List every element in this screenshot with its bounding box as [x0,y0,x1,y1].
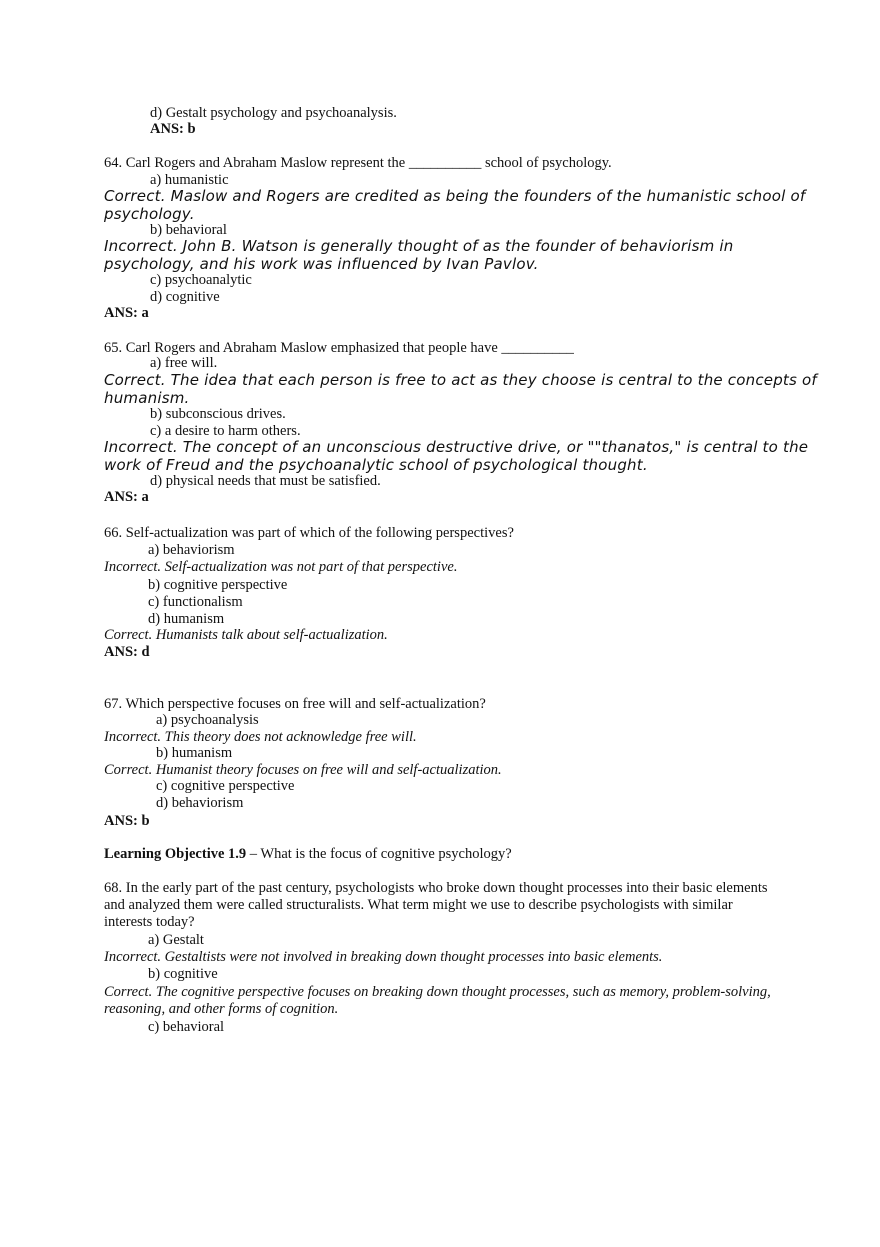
q66-option-a: a) behaviorism [148,542,235,558]
q64-option-a: a) humanistic [150,172,229,188]
q65-option-a: a) free will. [150,355,218,371]
q66-option-c: c) functionalism [148,594,243,610]
q64-stem: 64. Carl Rogers and Abraham Maslow represent the __________ school of psychology. [104,155,612,171]
q64-feedback-a-line2: psychology. [104,205,195,223]
q64-feedback-b-line1: Incorrect. John B. Watson is generally thought of as the founder of behaviorism in [104,237,734,255]
q67-option-d: d) behaviorism [156,795,244,811]
q67-option-b: b) humanism [156,745,233,761]
q67-stem: 67. Which perspective focuses on free will and self-actualization? [104,696,486,712]
q64-feedback-b-line2: psychology, and his work was influenced by Ivan Pavlov. [104,255,539,273]
q64-option-b: b) behavioral [150,222,227,238]
q68-stem-line3: interests today? [104,914,195,930]
learning-objective-label: Learning Objective 1.9 [104,846,247,862]
q66-feedback-a: Incorrect. Self-actualization was not part of that perspective. [104,559,458,575]
q66-option-d: d) humanism [148,611,225,627]
q66-feedback-d: Correct. Humanists talk about self-actualization. [104,627,388,643]
q68-feedback-a: Incorrect. Gestaltists were not involved in breaking down thought processes into basic elements. [104,949,663,965]
q65-feedback-a-line1: Correct. The idea that each person is free to act as they choose is central to the concepts of [104,371,817,389]
q65-option-c: c) a desire to harm others. [150,423,301,439]
q68-option-c: c) behavioral [148,1019,225,1035]
q66-option-b: b) cognitive perspective [148,577,288,593]
q63-option-d: d) Gestalt psychology and psychoanalysis. [150,105,397,121]
q65-answer: ANS: a [104,489,149,505]
q65-option-b: b) subconscious drives. [150,406,286,422]
q67-feedback-b: Correct. Humanist theory focuses on free will and self-actualization. [104,762,502,778]
q66-stem: 66. Self-actualization was part of which of the following perspectives? [104,525,514,541]
q68-option-a: a) Gestalt [148,932,204,948]
q68-feedback-b-line2: reasoning, and other forms of cognition. [104,1001,339,1017]
q63-answer: ANS: b [150,121,196,137]
q65-stem: 65. Carl Rogers and Abraham Maslow emphasized that people have __________ [104,340,574,356]
q65-feedback-c-line2: work of Freud and the psychoanalytic school of psychological thought. [104,456,648,474]
q68-stem-line1: 68. In the early part of the past century, psychologists who broke down thought processes into their basic elements [104,880,768,896]
q64-option-d: d) cognitive [150,289,220,305]
q68-option-b: b) cognitive [148,966,218,982]
q65-feedback-c-line1: Incorrect. The concept of an unconscious destructive drive, or ""thanatos," is central to the [104,438,809,456]
q64-answer: ANS: a [104,305,149,321]
learning-objective-text: – What is the focus of cognitive psychology? [246,846,512,862]
q65-feedback-a-line2: humanism. [104,389,190,407]
learning-objective [104,846,512,863]
q68-feedback-b-line1: Correct. The cognitive perspective focuses on breaking down thought processes, such as memory, problem-solving, [104,984,771,1000]
q66-answer: ANS: d [104,644,150,660]
q67-answer: ANS: b [104,813,150,829]
q64-feedback-a-line1: Correct. Maslow and Rogers are credited as being the founders of the humanistic school of [104,187,806,205]
q64-option-c: c) psychoanalytic [150,272,252,288]
q65-option-d: d) physical needs that must be satisfied. [150,473,381,489]
q67-option-c: c) cognitive perspective [156,778,295,794]
q67-feedback-a: Incorrect. This theory does not acknowledge free will. [104,729,417,745]
q68-stem-line2: and analyzed them were called structuralists. What term might we use to describe psychologists with similar [104,897,733,913]
q67-option-a: a) psychoanalysis [156,712,259,728]
